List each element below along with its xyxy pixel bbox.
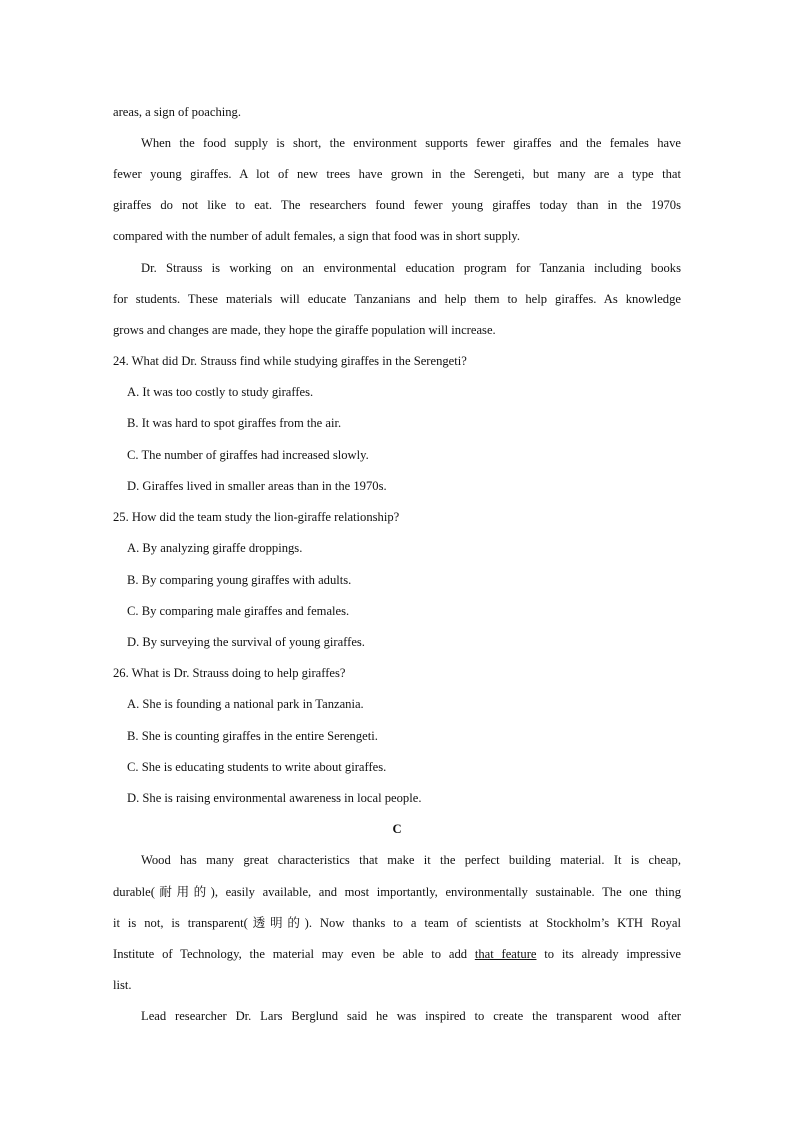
answer-option: C. The number of giraffes had increased slowly.: [127, 448, 369, 462]
answer-option: D. By surveying the survival of young giraffes.: [127, 635, 365, 649]
answer-option: C. By comparing male giraffes and females.: [127, 604, 350, 618]
text-segment: Institute of Technology, the material may even be able to add: [113, 947, 468, 961]
paragraph-line: list.: [113, 978, 132, 992]
answer-option: D. She is raising environmental awareness in local people.: [127, 791, 422, 805]
paragraph-line: Wood has many great characteristics that make it the perfect building material. It is cheap,: [141, 853, 681, 867]
paragraph-line: Lead researcher Dr. Lars Berglund said he was inspired to create the transparent wood after: [141, 1009, 681, 1023]
paragraph-line: giraffes do not like to eat. The researchers found fewer young giraffes today than in the 1970s: [113, 198, 681, 212]
paragraph-line: [113, 944, 681, 964]
paragraph-line: for students. These materials will educate Tanzanians and help them to help giraffes. As knowledge: [113, 292, 681, 306]
paragraph-line: grows and changes are made, they hope the giraffe population will increase.: [113, 323, 496, 337]
paragraph-line: it is not, is transparent(透明的). Now thanks to a team of scientists at Stockholm’s KTH Royal: [113, 916, 681, 930]
answer-option: A. She is founding a national park in Tanzania.: [127, 697, 364, 711]
paragraph-line: compared with the number of adult females, a sign that food was in short supply.: [113, 229, 520, 243]
paragraph-line: When the food supply is short, the environment supports fewer giraffes and the females have: [141, 136, 681, 150]
answer-option: B. By comparing young giraffes with adults.: [127, 573, 352, 587]
answer-option: B. It was hard to spot giraffes from the air.: [127, 416, 342, 430]
answer-option: D. Giraffes lived in smaller areas than in the 1970s.: [127, 479, 387, 493]
question-stem: 25. How did the team study the lion-giraffe relationship?: [113, 510, 400, 524]
paragraph-line: areas, a sign of poaching.: [113, 105, 241, 119]
text-segment: to its already impressive: [544, 947, 681, 961]
underlined-phrase: that feature: [474, 947, 537, 961]
answer-option: A. It was too costly to study giraffes.: [127, 385, 314, 399]
answer-option: C. She is educating students to write about giraffes.: [127, 760, 387, 774]
answer-option: A. By analyzing giraffe droppings.: [127, 541, 303, 555]
answer-option: B. She is counting giraffes in the entire Serengeti.: [127, 729, 378, 743]
question-stem: 24. What did Dr. Strauss find while studying giraffes in the Serengeti?: [113, 354, 467, 368]
paragraph-line: fewer young giraffes. A lot of new trees have grown in the Serengeti, but many are a type that: [113, 167, 681, 181]
paragraph-line: durable(耐用的), easily available, and most importantly, environmentally sustainable. The one thing: [113, 885, 681, 899]
question-stem: 26. What is Dr. Strauss doing to help giraffes?: [113, 666, 346, 680]
paragraph-line: Dr. Strauss is working on an environmental education program for Tanzania including books: [141, 261, 681, 275]
section-heading: C: [392, 822, 402, 836]
